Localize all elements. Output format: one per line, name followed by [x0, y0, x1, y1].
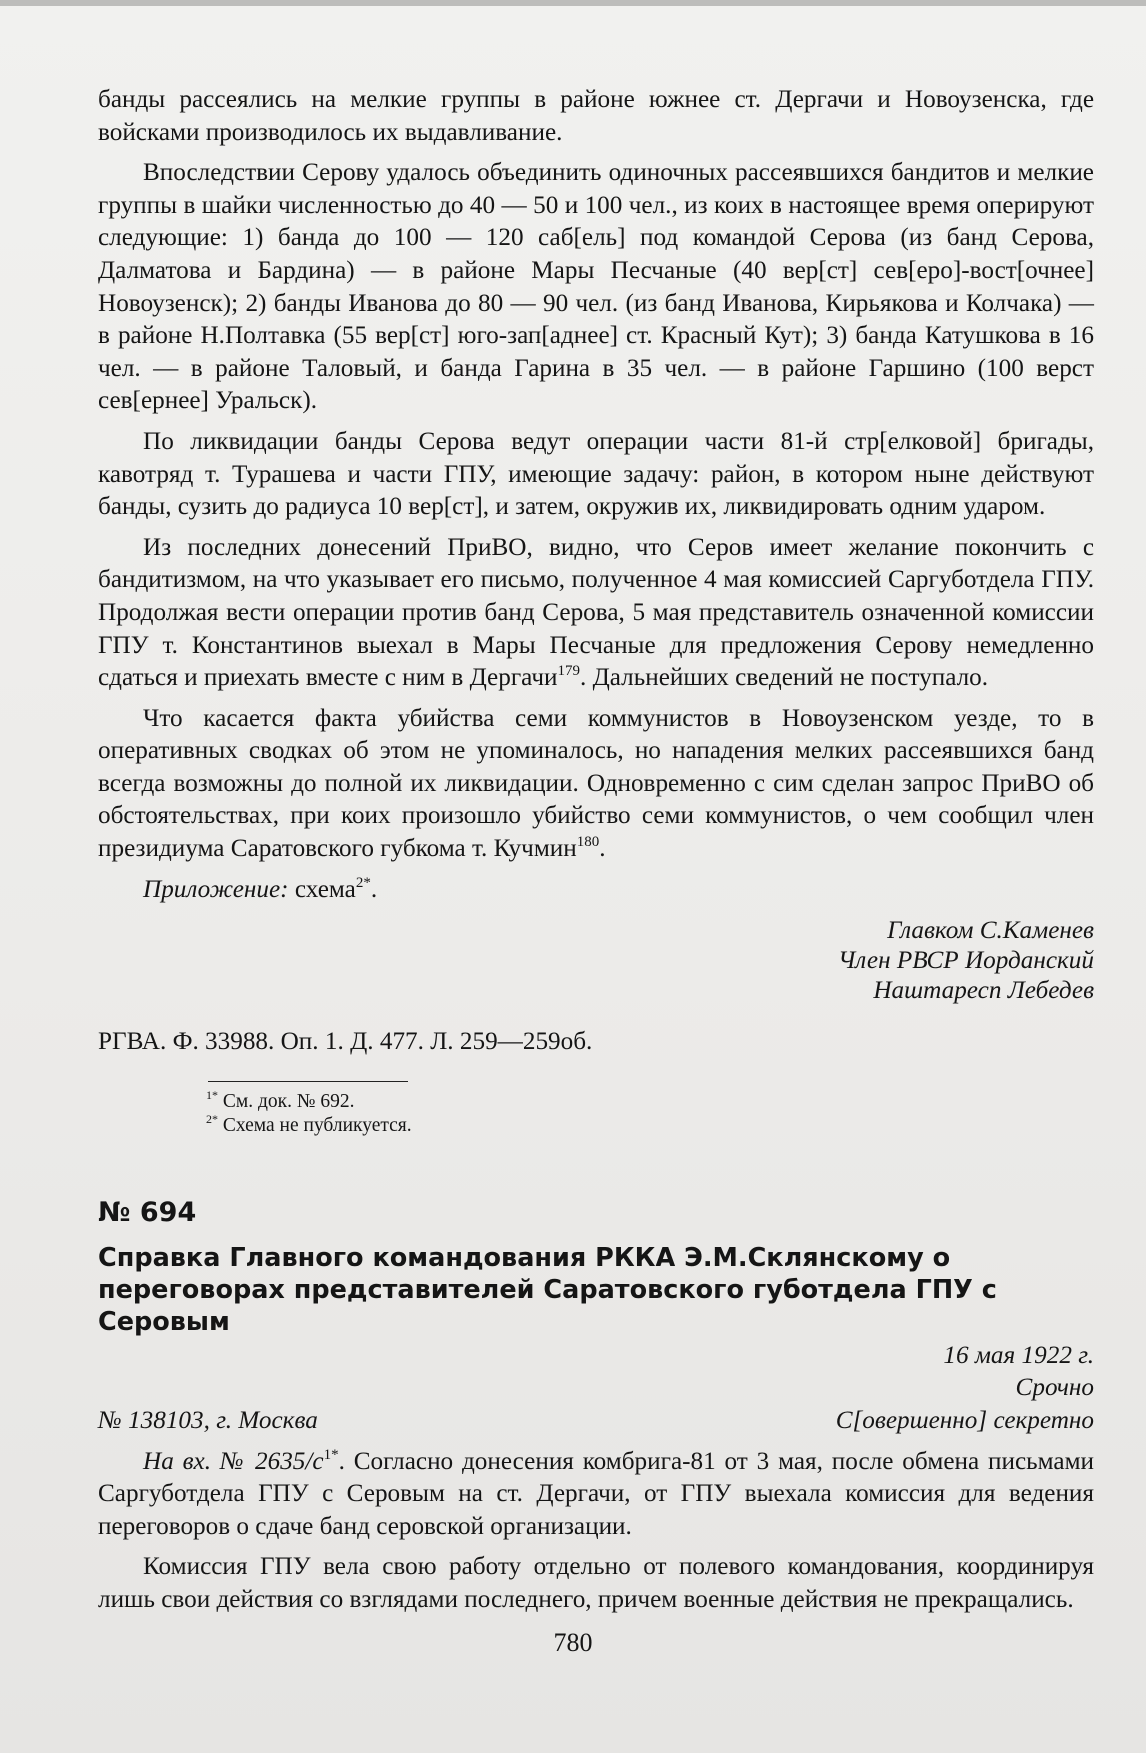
appendix-end: . — [370, 875, 378, 903]
endnote-ref-179: 179 — [557, 663, 580, 680]
paragraph-5-text-a: Что касается факта убийства семи коммунистов в Новоузенском уезде, то в оперативных сводках об этом не упоминалось, но нападения мелких рассеявшихся банд всегда возможны до полной их ликвидации. Одновременно с сим сделан запрос ПриВО об обстоятельствах, при коих произошло убийство семи коммунистов, о чем сообщил член президиума Саратовского губкома т. Кучмин — [98, 704, 1094, 863]
document-title: Справка Главного командования РККА Э.М.Склянскому о переговорах представителей Саратовского губотдела ГПУ с Серовым — [98, 1242, 997, 1337]
appendix-line — [98, 874, 1094, 907]
paragraph-4-text-b: . Дальнейших сведений не поступало. — [579, 664, 989, 692]
footnote-1 — [206, 1087, 1094, 1114]
paragraph-1: банды рассеялись на мелкие группы в районе южнее ст. Дергачи и Новоузенска, где войсками производилось их выдавливание. — [98, 86, 1094, 146]
page-content — [98, 84, 1094, 1617]
paragraph-4-text-a: Из последних донесений ПриВО, видно, что Серов имеет желание покончить с бандитизмом, на что указывает его письмо, полученное 4 мая комиссией Саргуботдела ГПУ. Продолжая вести операции против банд Серова, 5 мая представитель означенной комиссии ГПУ т. Константинов выехал в Мары Песчаные для предложения Серову немедленно сдаться и приехать вместе с ним в Дергачи — [98, 533, 1094, 692]
document-date: 16 мая 1922 г. — [943, 1341, 1094, 1369]
footnote-ref-1: 1* — [323, 1446, 339, 1463]
footnote-2-text: Схема не публикуется. — [218, 1114, 412, 1136]
footnote-1-mark: 1* — [206, 1087, 218, 1102]
appendix-label: Приложение: — [143, 875, 289, 903]
doc-paragraph-1 — [98, 1446, 1094, 1544]
doc-paragraph-1-text: . Согласно донесения комбрига-81 от 3 мая, после обмена письмами Саргуботдела ГПУ с Серовым на ст. Дергачи, от ГПУ выехала комиссия для ведения переговоров о сдаче банд серовской организации. — [98, 1447, 1094, 1540]
page-number: 780 — [553, 1628, 593, 1657]
document-number: № 694 — [98, 1196, 197, 1228]
footnote-ref-2: 2* — [355, 874, 371, 891]
footnote-rule — [208, 1081, 408, 1082]
signature-rvsr: Член РВСР Иорданский — [837, 947, 1094, 975]
doc-paragraph-2: Комиссия ГПУ вела свою работу отдельно от полевого командования, координируя лишь свои действия со взглядами последнего, причем военные действия не прекращались. — [98, 1553, 1094, 1613]
paragraph-5-text-b: . — [599, 835, 606, 863]
paragraph-4 — [98, 532, 1094, 695]
reference-line — [98, 1405, 1094, 1438]
classification-mark: С[овершенно] секретно — [835, 1407, 1094, 1435]
paragraph-5 — [98, 703, 1094, 866]
footnotes — [206, 1087, 1094, 1138]
top-edge-shadow — [0, 0, 1146, 6]
outgoing-number: № 138103, г. Москва — [98, 1407, 318, 1435]
endnote-ref-180: 180 — [576, 834, 600, 851]
appendix-text: схема — [288, 875, 356, 903]
paragraph-2: Впоследствии Серову удалось объединить одиночных рассеявшихся бандитов и мелкие группы в шайки численностью до 40 — 50 и 100 чел., из коих в настоящее время оперируют следующие: 1) банда до 100 — 120 саб[ель] под командой Серова (из банд Серова, Далматова и Бардина) — в районе Мары Песчаные (40 вер[ст] сев[еро]-вост[очнее] Новоузенск); 2) банды Иванова до 80 — 90 чел. (из банд Иванова, Кирьякова и Колчака) — в районе Н.Полтавка (55 вер[ст] юго-зап[аднее] ст. Красный Кут); 3) банда Катушкова в 16 чел. — в районе Таловый, и банда Гарина в 35 чел. — в районе Гаршино (100 верст сев[ернее] Уральск). — [98, 159, 1094, 415]
signature-glavkom: Главком С.Каменев — [887, 917, 1094, 945]
signature-nashtaresp: Наштаресп Лебедев — [873, 977, 1094, 1005]
archive-reference: РГВА. Ф. 33988. Оп. 1. Д. 477. Л. 259—259об. — [98, 1028, 593, 1056]
paragraph-3: По ликвидации банды Серова ведут операции части 81-й стр[елковой] бригады, кавотряд т. Турашева и части ГПУ, имеющие задачу: район, в котором ныне действуют банды, сузить до радиуса 10 вер[ст], и затем, окружив их, ликвидировать одним ударом. — [98, 427, 1094, 521]
urgency-mark: Срочно — [1015, 1374, 1094, 1402]
incoming-ref: На вх. № 2635/с — [143, 1447, 324, 1475]
signatures — [98, 916, 1094, 1006]
footnote-2 — [206, 1111, 1094, 1138]
footnote-2-mark: 2* — [206, 1111, 218, 1126]
footnote-1-text: См. док. № 692. — [218, 1090, 355, 1112]
